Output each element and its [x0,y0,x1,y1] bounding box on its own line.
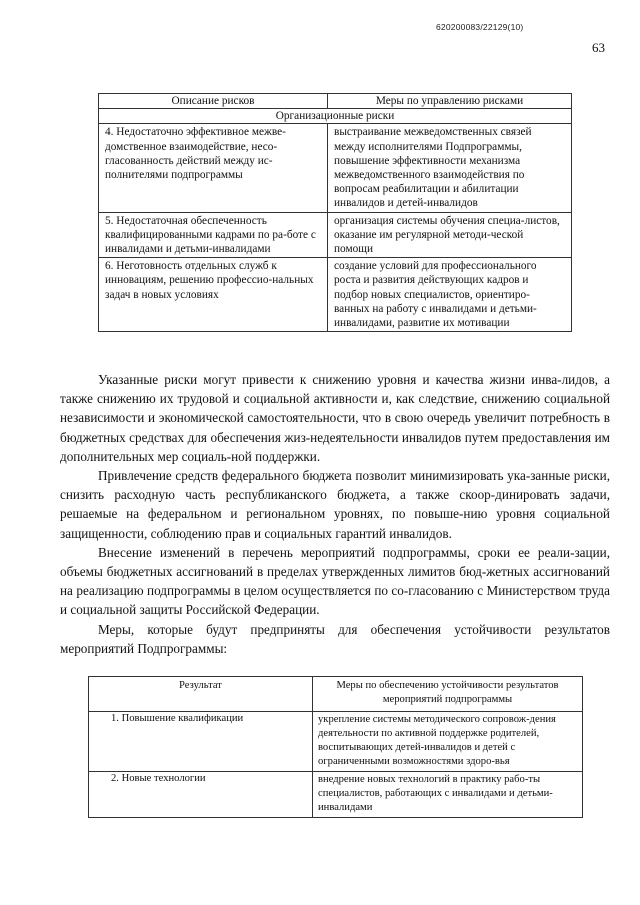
section-title: Организационные риски [99,109,572,124]
section-row [99,109,572,124]
table-header-row [89,677,583,712]
column-header: Меры по обеспечению устойчивости результатов мероприятий подпрограммы [313,677,583,712]
column-header: Меры по управлению рисками [328,94,572,109]
risk-description: 5. Недостаточная обеспеченность квалифицированными кадрами по ра-боте с инвалидами и детьми-инвалидами [99,212,328,258]
table-row [99,258,572,332]
risk-description: 6. Неготовность отдельных служб к инновациям, решению профессио-нальных задач в новых условиях [99,258,328,332]
table-row [89,771,583,817]
column-header: Результат [89,677,313,712]
document-id: 620200083/22129(10) [436,22,524,32]
risk-measure: организация системы обучения специа-листов, оказание им регулярной методи-ческой помощи [328,212,572,258]
paragraph: Внесение изменений в перечень мероприятий подпрограммы, сроки ее реали-зации, объемы бюджетных ассигнований в пределах утвержденных лимитов бюд-жетных ассигнований на реализацию подпрограммы в целом осуществляется по со-гласованию с Министерством труда и социальной защиты Российской Федерации. [60,544,610,618]
table-row [99,124,572,212]
table-row [99,212,572,258]
column-header: Описание рисков [99,94,328,109]
paragraph: Меры, которые будут предприняты для обеспечения устойчивости результатов мероприятий Подпрограммы: [60,621,610,656]
paragraph: Указанные риски могут привести к снижению уровня и качества жизни инва-лидов, а также снижению их трудовой и социальной активности и, как следствие, снижению социальной независимости и экономической самостоятельности, что в свою очередь увеличит потребность в бюджетных средствах для обеспечения жиз-недеятельности инвалидов путем предоставления им дополнительных мер социаль-ной поддержки. [60,372,610,464]
result-measure: укрепление системы методического сопровож-дения деятельности по активной поддержке родителей, воспитывающих детей-инвалидов и детей с ограниченными возможностями здоро-вья [313,711,583,771]
result-name: 2. Новые технологии [89,771,313,817]
page-number: 63 [592,40,605,55]
body-text [60,370,610,658]
risk-management-table [98,93,572,332]
results-sustainability-table [88,676,583,818]
paragraph: Привлечение средств федерального бюджета позволит минимизировать ука-занные риски, снизить расходную часть республиканского бюджета, а также скоор-динировать задачи, решаемые на федеральном и региональном уровнях, по повыше-нию уровня социальной защищенности, соблюдению прав и социальных гарантий инвалидов. [60,468,610,541]
table-row [89,711,583,771]
result-name: 1. Повышение квалификации [89,711,313,771]
risk-description: 4. Недостаточно эффективное межве-домственное взаимодействие, несо-гласованность действий между ис-полнителями подпрограммы [99,124,328,212]
table-header-row [99,94,572,109]
result-measure: внедрение новых технологий в практику рабо-ты специалистов, работающих с инвалидами и детьми-инвалидами [313,771,583,817]
risk-measure: создание условий для профессионального роста и развития действующих кадров и подбор новых специалистов, ориентиро-ванных на работу с инвалидами и детьми-инвалидами, развитие их мотивации [328,258,572,332]
risk-measure: выстраивание межведомственных связей между исполнителями Подпрограммы, повышение эффективности механизма межведомственного взаимодействия по вопросам реабилитации и абилитации инвалидов и детей-инвалидов [328,124,572,212]
